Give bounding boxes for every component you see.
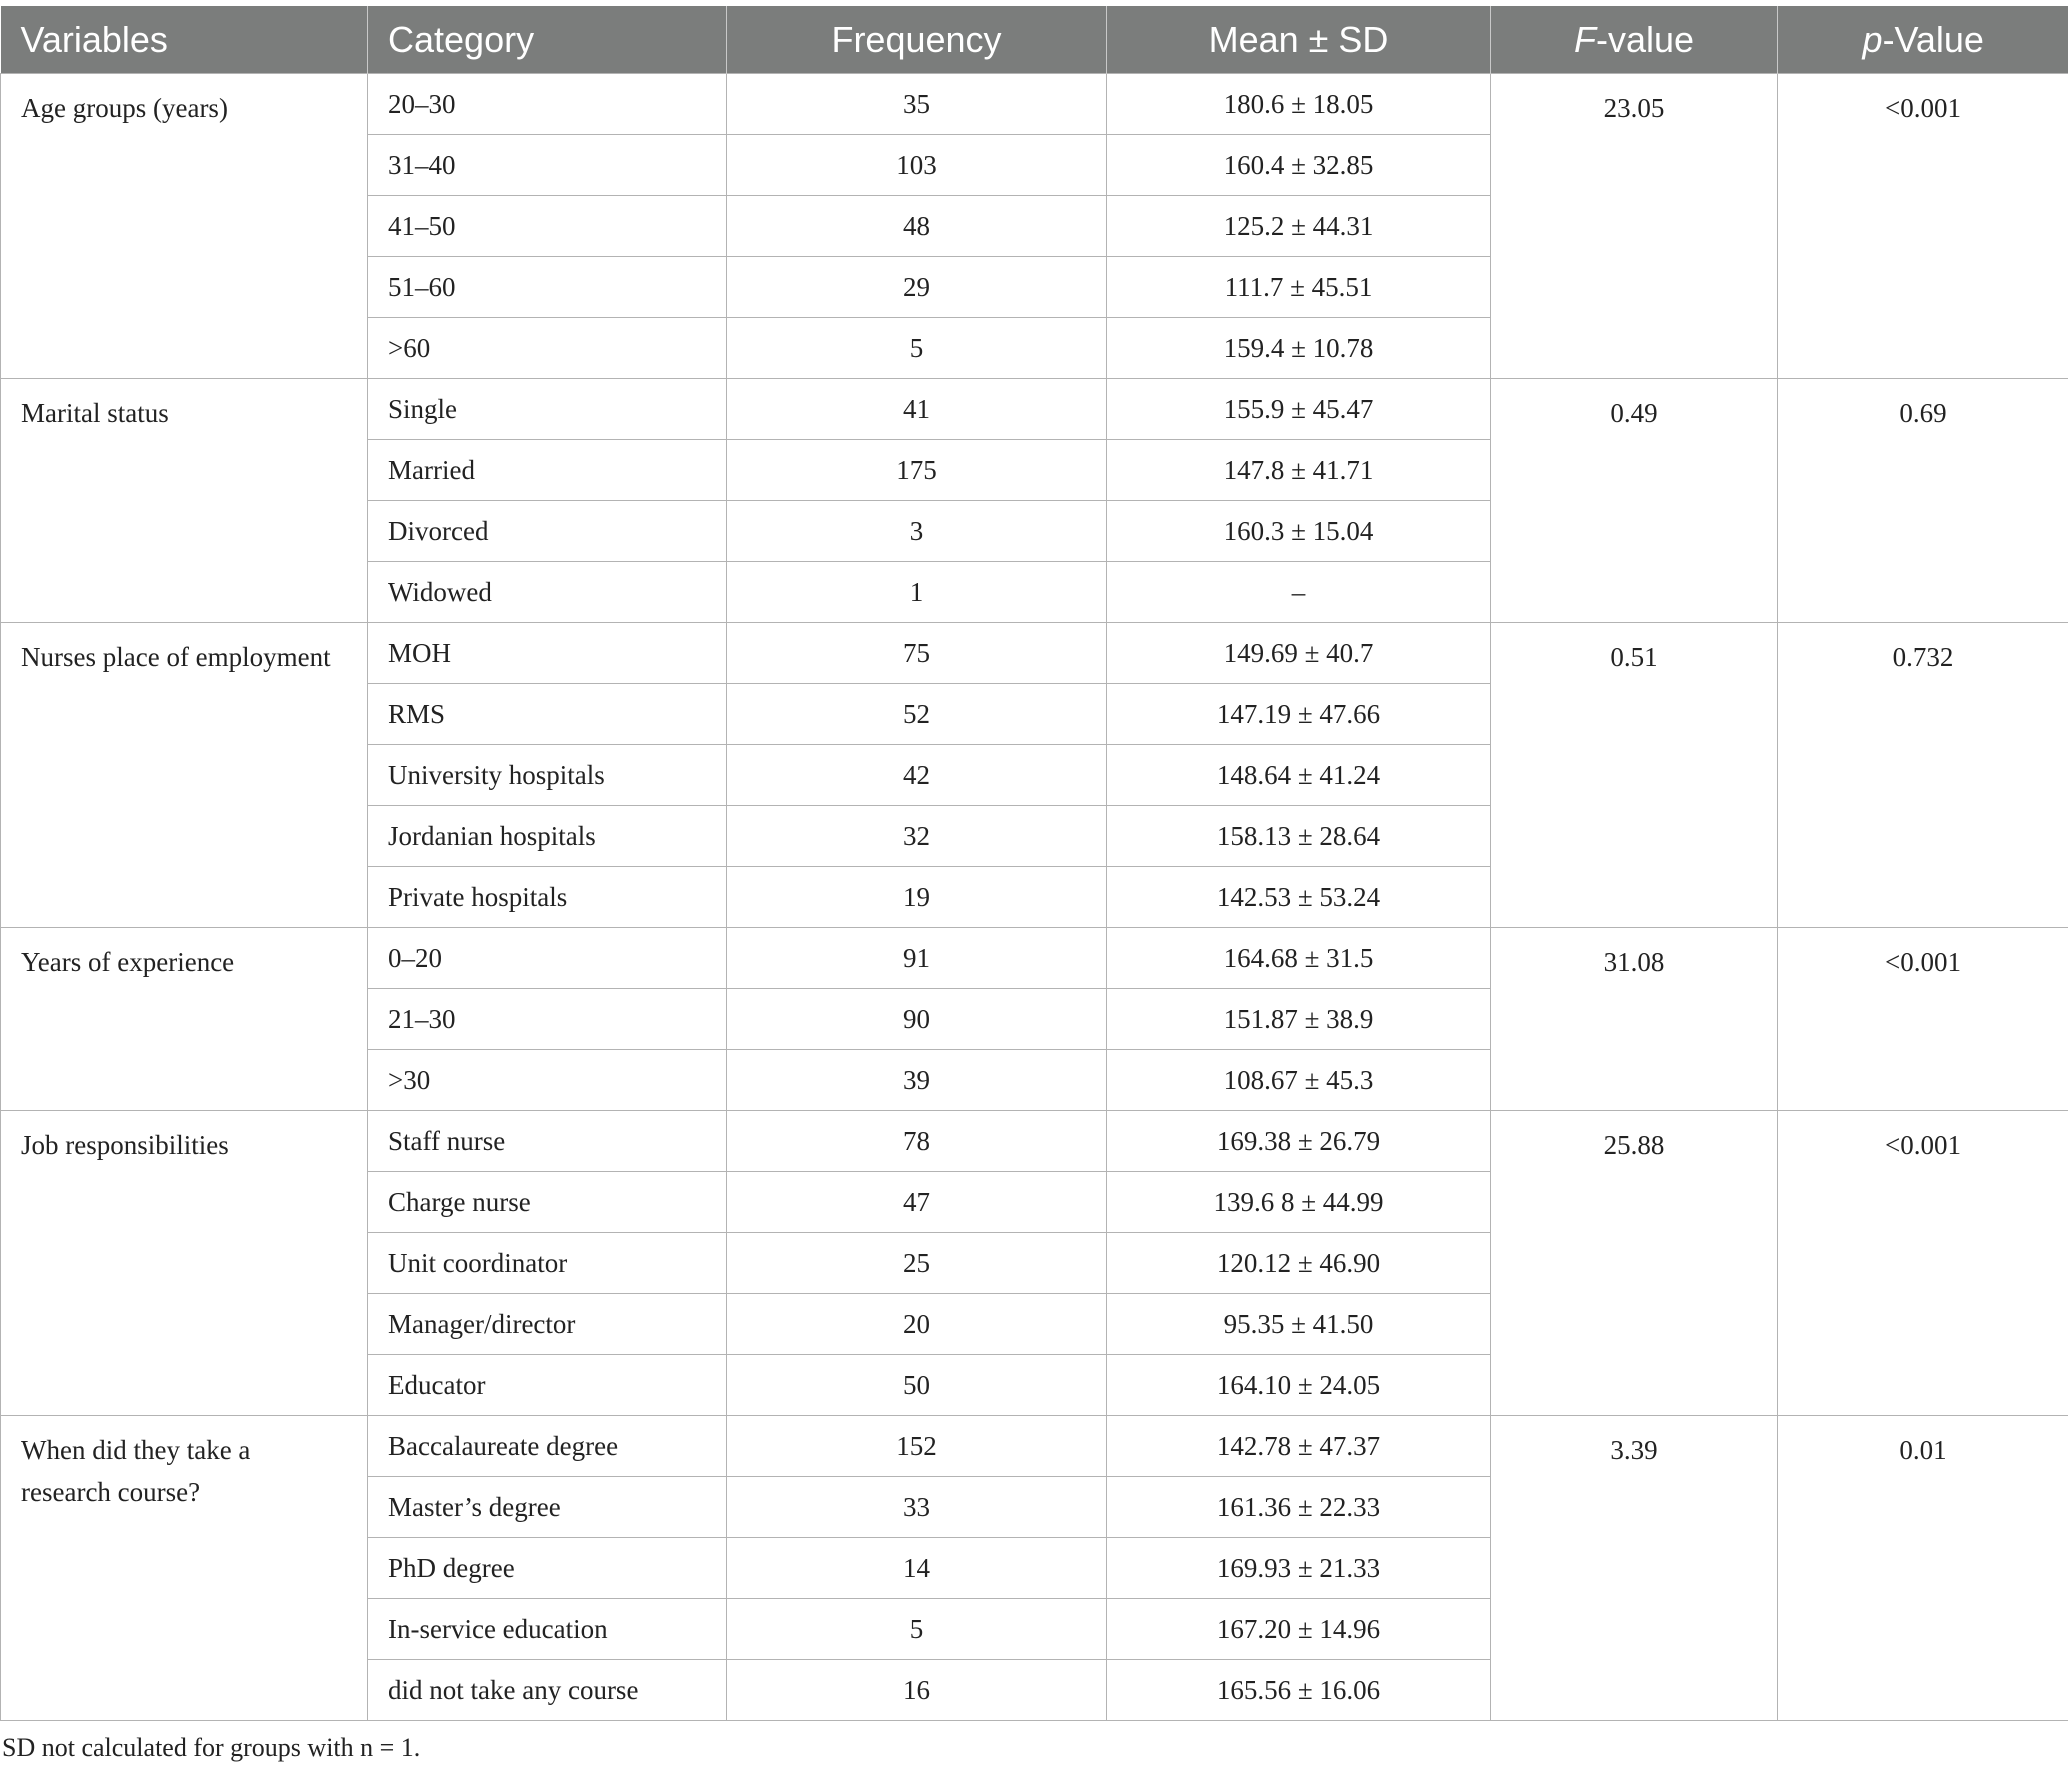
mean-sd-cell: 155.9 ± 45.47	[1107, 379, 1491, 440]
table-row	[1, 74, 2068, 135]
category-cell: >30	[368, 1050, 727, 1111]
header-category: Category	[368, 6, 727, 74]
category-cell: MOH	[368, 623, 727, 684]
category-cell: In-service education	[368, 1599, 727, 1660]
category-cell: 0–20	[368, 928, 727, 989]
category-cell: 20–30	[368, 74, 727, 135]
frequency-cell: 90	[727, 989, 1107, 1050]
frequency-cell: 52	[727, 684, 1107, 745]
frequency-cell: 16	[727, 1660, 1107, 1721]
mean-sd-cell: 161.36 ± 22.33	[1107, 1477, 1491, 1538]
mean-sd-cell: 164.68 ± 31.5	[1107, 928, 1491, 989]
frequency-cell: 75	[727, 623, 1107, 684]
category-cell: 31–40	[368, 135, 727, 196]
mean-sd-cell: 108.67 ± 45.3	[1107, 1050, 1491, 1111]
mean-sd-cell: –	[1107, 562, 1491, 623]
header-f-value	[1491, 6, 1778, 74]
mean-sd-cell: 147.19 ± 47.66	[1107, 684, 1491, 745]
header-variables: Variables	[1, 6, 368, 74]
mean-sd-cell: 111.7 ± 45.51	[1107, 257, 1491, 318]
frequency-cell: 5	[727, 1599, 1107, 1660]
table-row	[1, 623, 2068, 684]
mean-sd-cell: 160.3 ± 15.04	[1107, 501, 1491, 562]
variable-cell: Nurses place of employment	[1, 623, 368, 928]
mean-sd-cell: 120.12 ± 46.90	[1107, 1233, 1491, 1294]
frequency-cell: 5	[727, 318, 1107, 379]
frequency-cell: 25	[727, 1233, 1107, 1294]
variable-cell: Marital status	[1, 379, 368, 623]
mean-sd-cell: 142.78 ± 47.37	[1107, 1416, 1491, 1477]
p-value-cell: 0.01	[1778, 1416, 2068, 1721]
p-value-cell: 0.732	[1778, 623, 2068, 928]
mean-sd-cell: 151.87 ± 38.9	[1107, 989, 1491, 1050]
category-cell: University hospitals	[368, 745, 727, 806]
category-cell: Charge nurse	[368, 1172, 727, 1233]
mean-sd-cell: 125.2 ± 44.31	[1107, 196, 1491, 257]
header-p-letter: p	[1862, 18, 1883, 60]
table-header	[1, 6, 2068, 74]
category-cell: Private hospitals	[368, 867, 727, 928]
frequency-cell: 152	[727, 1416, 1107, 1477]
f-value-cell: 3.39	[1491, 1416, 1778, 1721]
category-cell: >60	[368, 318, 727, 379]
header-f-letter: F	[1573, 18, 1596, 60]
category-cell: 51–60	[368, 257, 727, 318]
mean-sd-cell: 95.35 ± 41.50	[1107, 1294, 1491, 1355]
p-value-cell: 0.69	[1778, 379, 2068, 623]
mean-sd-cell: 160.4 ± 32.85	[1107, 135, 1491, 196]
frequency-cell: 48	[727, 196, 1107, 257]
category-cell: 21–30	[368, 989, 727, 1050]
category-cell: Divorced	[368, 501, 727, 562]
table-row	[1, 1111, 2068, 1172]
mean-sd-cell: 169.38 ± 26.79	[1107, 1111, 1491, 1172]
category-cell: Educator	[368, 1355, 727, 1416]
frequency-cell: 41	[727, 379, 1107, 440]
frequency-cell: 103	[727, 135, 1107, 196]
category-cell: Unit coordinator	[368, 1233, 727, 1294]
frequency-cell: 50	[727, 1355, 1107, 1416]
f-value-cell: 0.49	[1491, 379, 1778, 623]
frequency-cell: 1	[727, 562, 1107, 623]
frequency-cell: 29	[727, 257, 1107, 318]
frequency-cell: 78	[727, 1111, 1107, 1172]
category-cell: Jordanian hospitals	[368, 806, 727, 867]
variable-cell: Years of experience	[1, 928, 368, 1111]
header-p-suffix: -Value	[1882, 18, 1984, 60]
category-cell: Master’s degree	[368, 1477, 727, 1538]
frequency-cell: 33	[727, 1477, 1107, 1538]
frequency-cell: 42	[727, 745, 1107, 806]
frequency-cell: 14	[727, 1538, 1107, 1599]
frequency-cell: 175	[727, 440, 1107, 501]
frequency-cell: 39	[727, 1050, 1107, 1111]
category-cell: 41–50	[368, 196, 727, 257]
mean-sd-cell: 169.93 ± 21.33	[1107, 1538, 1491, 1599]
mean-sd-cell: 167.20 ± 14.96	[1107, 1599, 1491, 1660]
frequency-cell: 35	[727, 74, 1107, 135]
mean-sd-cell: 158.13 ± 28.64	[1107, 806, 1491, 867]
mean-sd-cell: 142.53 ± 53.24	[1107, 867, 1491, 928]
frequency-cell: 91	[727, 928, 1107, 989]
frequency-cell: 47	[727, 1172, 1107, 1233]
frequency-cell: 19	[727, 867, 1107, 928]
frequency-cell: 32	[727, 806, 1107, 867]
mean-sd-cell: 149.69 ± 40.7	[1107, 623, 1491, 684]
category-cell: Married	[368, 440, 727, 501]
table-footnote: SD not calculated for groups with n = 1.	[2, 1733, 421, 1762]
results-table	[0, 6, 2068, 1721]
mean-sd-cell: 164.10 ± 24.05	[1107, 1355, 1491, 1416]
table-row	[1, 928, 2068, 989]
category-cell: RMS	[368, 684, 727, 745]
mean-sd-cell: 139.6 8 ± 44.99	[1107, 1172, 1491, 1233]
category-cell: Manager/director	[368, 1294, 727, 1355]
frequency-cell: 3	[727, 501, 1107, 562]
mean-sd-cell: 180.6 ± 18.05	[1107, 74, 1491, 135]
variable-cell: Age groups (years)	[1, 74, 368, 379]
f-value-cell: 31.08	[1491, 928, 1778, 1111]
table-container	[0, 6, 2068, 1763]
header-row	[1, 6, 2068, 74]
p-value-cell: <0.001	[1778, 928, 2068, 1111]
header-mean-sd: Mean ± SD	[1107, 6, 1491, 74]
variable-cell: When did they take a research course?	[1, 1416, 368, 1721]
p-value-cell: <0.001	[1778, 1111, 2068, 1416]
table-body	[1, 74, 2068, 1721]
table-row	[1, 379, 2068, 440]
p-value-cell: <0.001	[1778, 74, 2068, 379]
mean-sd-cell: 147.8 ± 41.71	[1107, 440, 1491, 501]
mean-sd-cell: 165.56 ± 16.06	[1107, 1660, 1491, 1721]
category-cell: Single	[368, 379, 727, 440]
category-cell: Staff nurse	[368, 1111, 727, 1172]
category-cell: Widowed	[368, 562, 727, 623]
header-p-value	[1778, 6, 2068, 74]
category-cell: did not take any course	[368, 1660, 727, 1721]
category-cell: PhD degree	[368, 1538, 727, 1599]
mean-sd-cell: 159.4 ± 10.78	[1107, 318, 1491, 379]
f-value-cell: 23.05	[1491, 74, 1778, 379]
variable-cell: Job responsibilities	[1, 1111, 368, 1416]
frequency-cell: 20	[727, 1294, 1107, 1355]
f-value-cell: 0.51	[1491, 623, 1778, 928]
header-frequency: Frequency	[727, 6, 1107, 74]
table-row	[1, 1416, 2068, 1477]
category-cell: Baccalaureate degree	[368, 1416, 727, 1477]
header-f-suffix: -value	[1595, 18, 1695, 60]
f-value-cell: 25.88	[1491, 1111, 1778, 1416]
mean-sd-cell: 148.64 ± 41.24	[1107, 745, 1491, 806]
